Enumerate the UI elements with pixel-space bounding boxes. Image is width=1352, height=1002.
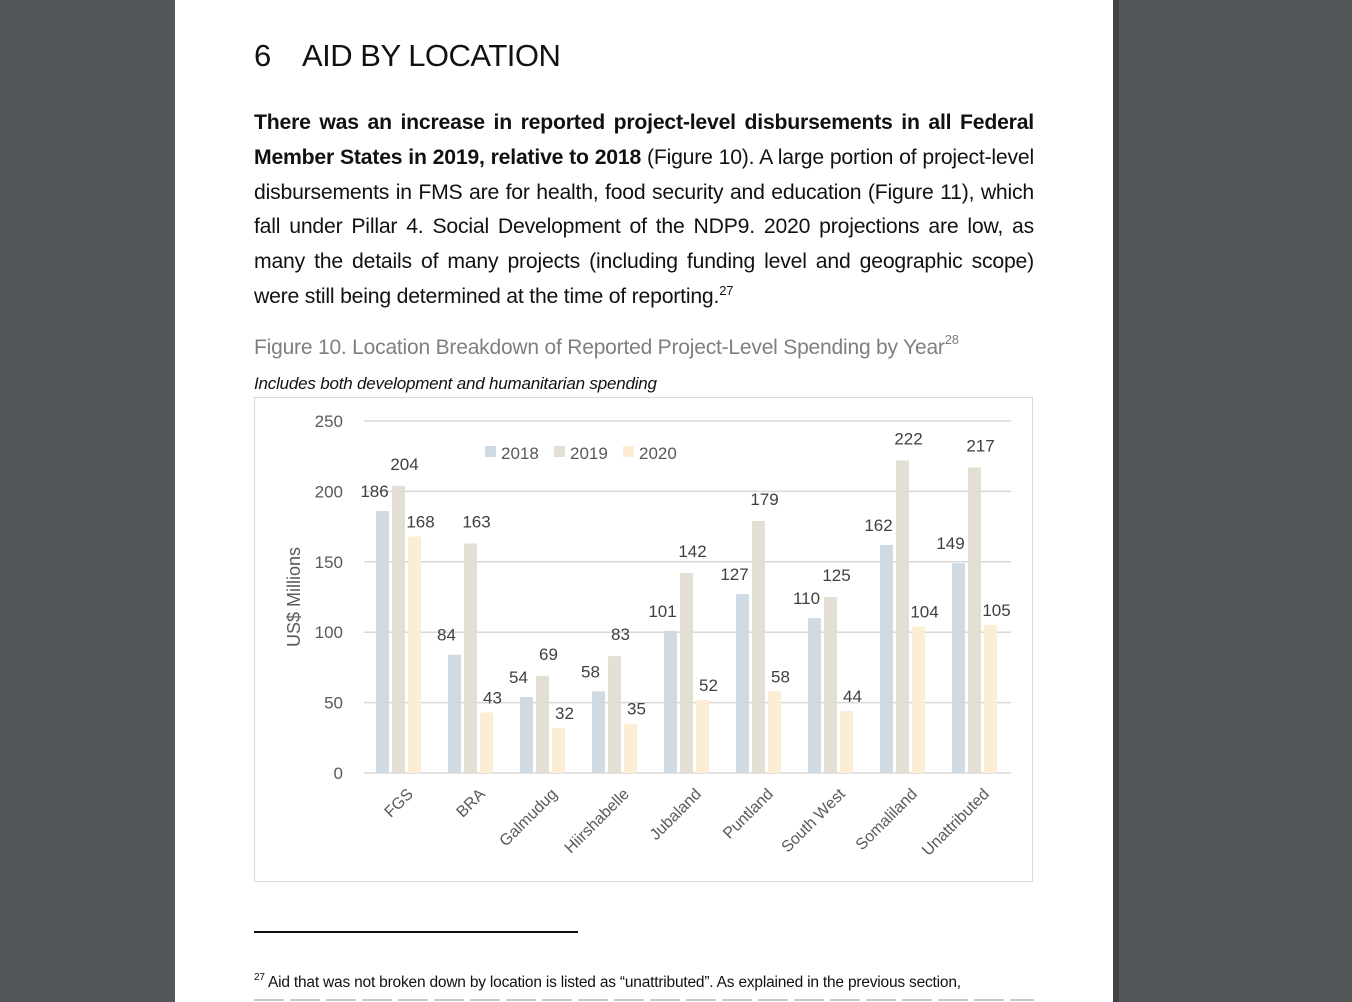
data-label: 149 xyxy=(936,534,965,554)
data-label: 32 xyxy=(555,703,574,723)
bar-2018-south-west[interactable] xyxy=(808,618,821,773)
bar-2019-hiirshabelle[interactable] xyxy=(608,656,621,773)
figure-title-text: Figure 10. Location Breakdown of Reported Project-Level Spending by Year xyxy=(254,336,945,359)
data-label: 163 xyxy=(462,512,491,532)
bar-2018-unattributed[interactable] xyxy=(952,563,965,773)
y-tick-label: 150 xyxy=(314,552,343,572)
y-tick-label: 100 xyxy=(314,623,343,643)
footnote-ref[interactable]: 27 xyxy=(719,282,734,298)
bar-2020-somaliland[interactable] xyxy=(912,627,925,773)
bar-2019-puntland[interactable] xyxy=(752,521,765,773)
bar-2020-galmudug[interactable] xyxy=(552,728,565,773)
bar-2019-galmudug[interactable] xyxy=(536,676,549,773)
figure-footnote-ref[interactable]: 28 xyxy=(944,332,959,347)
x-category-label: Unattributed xyxy=(919,785,993,860)
bar-2020-unattributed[interactable] xyxy=(984,625,997,773)
data-label: 35 xyxy=(627,699,646,719)
legend-swatch-2020 xyxy=(623,446,634,457)
x-category-label: Somaliland xyxy=(852,785,921,854)
bar-2018-jubaland[interactable] xyxy=(664,631,677,773)
legend-swatch-2019 xyxy=(554,446,565,457)
data-label: 58 xyxy=(771,667,790,687)
data-label: 83 xyxy=(611,625,630,645)
data-label: 186 xyxy=(360,482,389,502)
data-label: 217 xyxy=(966,436,995,456)
data-label: 162 xyxy=(864,515,893,535)
bar-2018-hiirshabelle[interactable] xyxy=(592,691,605,773)
bar-2018-somaliland[interactable] xyxy=(880,545,893,773)
legend-label-2019: 2019 xyxy=(570,444,608,463)
bar-2020-bra[interactable] xyxy=(480,712,493,773)
y-tick-label: 50 xyxy=(324,693,343,713)
chart-canvas xyxy=(255,398,1032,881)
y-tick-label: 0 xyxy=(333,764,343,783)
bar-2020-south-west[interactable] xyxy=(840,711,853,773)
bar-2019-bra[interactable] xyxy=(464,543,477,773)
data-label: 104 xyxy=(910,602,939,622)
bar-2019-jubaland[interactable] xyxy=(680,573,693,773)
y-tick-label: 250 xyxy=(314,412,343,431)
x-category-label: South West xyxy=(778,785,849,857)
bar-2020-fgs[interactable] xyxy=(408,536,421,773)
body-paragraph xyxy=(254,106,1034,315)
data-label: 84 xyxy=(437,625,456,645)
data-label: 204 xyxy=(390,454,419,474)
data-label: 52 xyxy=(699,675,718,695)
legend-label-2018: 2018 xyxy=(501,444,539,463)
data-label: 125 xyxy=(822,566,851,585)
figure-title xyxy=(254,332,959,360)
legend-swatch-2018 xyxy=(485,446,496,457)
bar-2018-bra[interactable] xyxy=(448,655,461,773)
data-label: 105 xyxy=(982,601,1011,621)
bar-2020-jubaland[interactable] xyxy=(696,700,709,773)
data-label: 43 xyxy=(483,688,502,708)
data-label: 110 xyxy=(792,589,821,609)
bar-2019-somaliland[interactable] xyxy=(896,460,909,773)
bar-2019-fgs[interactable] xyxy=(392,486,405,773)
section-title: AID BY LOCATION xyxy=(302,38,561,73)
footnote-number: 27 xyxy=(254,972,265,983)
bar-2018-puntland[interactable] xyxy=(736,594,749,773)
x-category-label: FGS xyxy=(381,785,417,822)
footnote-text: Aid that was not broken down by location is listed as “unattributed”. As explained in the previous section, xyxy=(264,974,961,991)
data-label: 168 xyxy=(406,512,435,532)
x-category-label: Galmudug xyxy=(496,785,561,851)
y-axis-label: US$ Millions xyxy=(284,546,304,648)
bar-2019-unattributed[interactable] xyxy=(968,467,981,773)
document-page xyxy=(175,0,1113,1002)
data-label: 142 xyxy=(678,542,707,562)
data-label: 69 xyxy=(539,644,558,664)
legend-label-2020: 2020 xyxy=(639,444,677,463)
footnote-continuation-cut xyxy=(254,996,1034,1002)
data-label: 44 xyxy=(843,687,862,707)
data-label: 127 xyxy=(720,565,749,585)
figure-subtitle: Includes both development and humanitarian spending xyxy=(254,374,657,393)
data-label: 222 xyxy=(894,429,923,449)
data-label: 58 xyxy=(581,662,600,682)
bar-2018-galmudug[interactable] xyxy=(520,697,533,773)
y-tick-label: 200 xyxy=(314,482,343,502)
x-category-label: Puntland xyxy=(720,785,777,843)
bar-2020-puntland[interactable] xyxy=(768,691,781,773)
data-label: 179 xyxy=(750,489,779,509)
bar-2019-south-west[interactable] xyxy=(824,597,837,773)
bar-2018-fgs[interactable] xyxy=(376,511,389,773)
paragraph-text: (Figure 10). A large portion of project-level disbursements in FMS are for health, food security and education (Figure 11), which fall under Pillar 4. Social Development of the NDP9. 2020 projections are low, as many the details of many projects (including funding level and geographic scope) were still being determined at the time of reporting. xyxy=(254,145,1034,308)
section-heading xyxy=(254,38,560,74)
footnote-separator xyxy=(254,931,578,933)
data-label: 101 xyxy=(648,601,677,621)
bar-2020-hiirshabelle[interactable] xyxy=(624,724,637,773)
paragraph-bold-lead: There was an increase in reported project-level disbursements in all Federal Member States in 2019, relative to 2018 xyxy=(254,111,1034,169)
data-label: 54 xyxy=(509,667,528,687)
x-category-label: Hiirshabelle xyxy=(561,785,633,857)
bar-chart xyxy=(254,397,1033,882)
footnote-27 xyxy=(254,974,1034,992)
x-category-label: BRA xyxy=(453,785,489,822)
x-category-label: Jubaland xyxy=(646,785,705,844)
section-number: 6 xyxy=(254,38,271,73)
page-shadow xyxy=(1113,0,1119,1002)
